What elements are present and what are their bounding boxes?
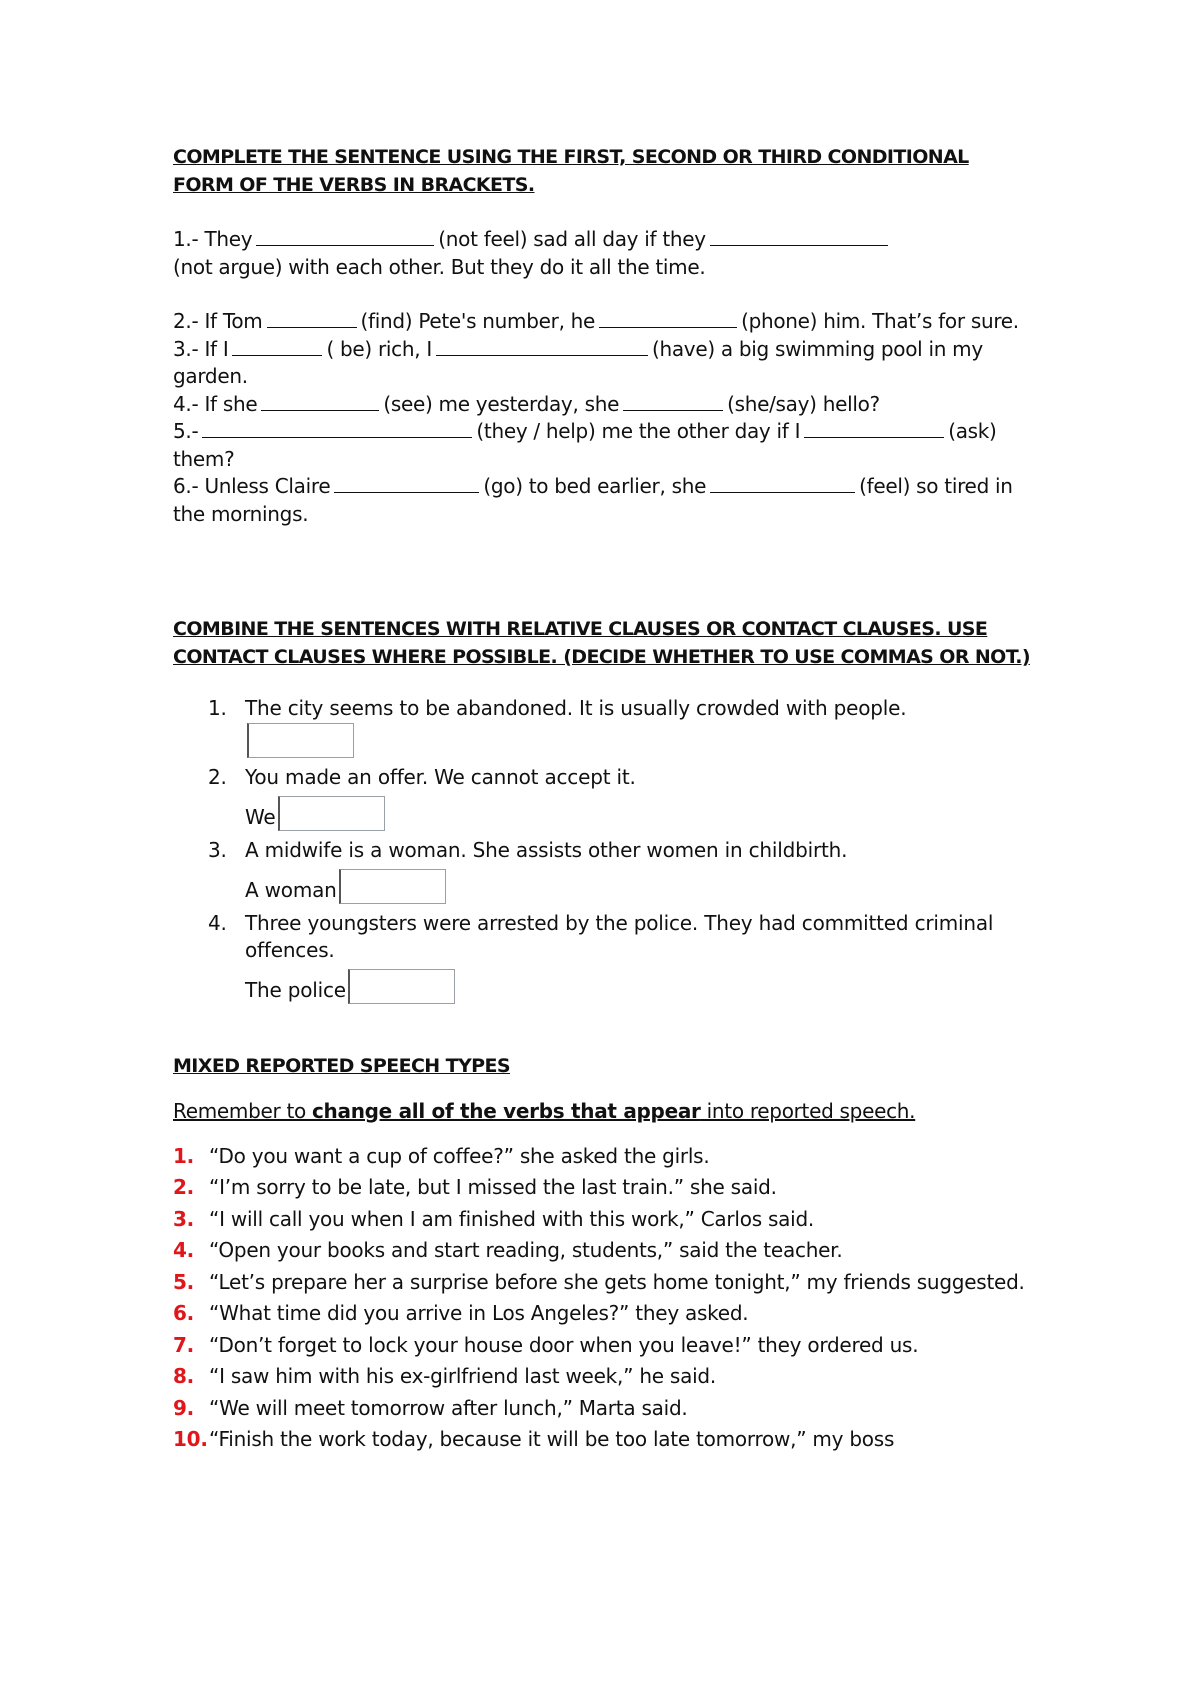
conditional-heading <box>173 143 1043 199</box>
answer-input[interactable] <box>348 969 455 1004</box>
item-number: 1. <box>208 696 227 720</box>
reported-speech-instruction <box>173 1098 1043 1126</box>
q6-blank-2[interactable] <box>710 474 855 493</box>
q3-blank-1[interactable] <box>232 337 322 356</box>
list-item <box>173 1424 1043 1456</box>
item-text: “I saw him with his ex-girlfriend last week,” he said. <box>209 1364 716 1388</box>
relative-clauses-list <box>173 695 1043 1004</box>
item-number: 4. <box>173 1238 195 1262</box>
item-text: “Open your books and start reading, students,” said the teacher. <box>209 1238 843 1262</box>
item-text: “What time did you arrive in Los Angeles?” they asked. <box>209 1301 749 1325</box>
q1-part-c: (not argue) with each other. But they do it all the time. <box>173 254 706 279</box>
worksheet-content <box>173 143 1043 1456</box>
list-item <box>173 1298 1043 1330</box>
item-number: 7. <box>173 1332 195 1357</box>
list-item <box>173 1361 1043 1393</box>
q4-blank-1[interactable] <box>261 392 379 411</box>
item-number: 3. <box>173 1206 195 1231</box>
item-text: “Let’s prepare her a surprise before she gets home tonight,” my friends suggested. <box>209 1269 1025 1294</box>
instruction-text-a: Remember to <box>173 1099 312 1123</box>
list-item <box>173 1172 1043 1204</box>
q2-blank-1[interactable] <box>267 309 357 328</box>
conditional-q4 <box>173 391 1043 419</box>
item-text: “Don’t forget to lock your house door when you leave!” they ordered us. <box>209 1332 919 1357</box>
q3-part-b: ( be) rich, I <box>326 336 432 361</box>
item-text: “Finish the work today, because it will be too late tomorrow,” my boss <box>209 1427 895 1451</box>
q6-part-b: (go) to bed earlier, she <box>483 474 707 498</box>
q1-part-a: 1.- They <box>173 227 253 251</box>
q4-blank-2[interactable] <box>623 392 723 411</box>
reported-speech-heading: MIXED REPORTED SPEECH TYPES <box>173 1055 510 1077</box>
answer-input[interactable] <box>278 796 385 831</box>
q6-part-c: (feel) so tired in the mornings. <box>173 474 1013 526</box>
relative-clauses-heading: COMBINE THE SENTENCES WITH RELATIVE CLAUSES OR CONTACT CLAUSES. USE CONTACT CLAUSES WHERE POSSIBLE. (DECIDE WHETHER TO USE COMMAS OR NOT.) <box>173 618 1030 668</box>
answer-lead: A woman <box>245 878 337 902</box>
list-item <box>173 1204 1043 1236</box>
list-item <box>173 910 1043 1004</box>
item-number: 4. <box>208 911 227 935</box>
item-text: You made an offer. We cannot accept it. <box>245 765 636 789</box>
instruction-bold: change all of the verbs that appear <box>312 1099 701 1123</box>
q1-blank-1[interactable] <box>256 227 434 246</box>
list-item <box>173 1393 1043 1425</box>
q6-blank-1[interactable] <box>334 474 479 493</box>
q4-part-c: (she/say) hello? <box>727 391 880 416</box>
item-number: 1. <box>173 1143 195 1168</box>
q4-part-a: 4.- If she <box>173 391 258 416</box>
list-item <box>173 764 1043 831</box>
q2-part-c: (phone) him. That’s for sure. <box>741 309 1019 333</box>
conditional-q1 <box>173 226 1043 281</box>
item-text: “I will call you when I am finished with this work,” Carlos said. <box>209 1206 814 1231</box>
list-item <box>173 695 1043 758</box>
item-text: “Do you want a cup of coffee?” she asked the girls. <box>209 1143 710 1168</box>
conditional-heading-line1: COMPLETE THE SENTENCE USING THE FIRST, SECOND OR THIRD CONDITIONAL <box>173 146 969 168</box>
item-number: 9. <box>173 1395 195 1420</box>
item-number: 2. <box>208 765 227 789</box>
list-item <box>173 1330 1043 1362</box>
conditional-q6 <box>173 473 1043 528</box>
answer-lead: The police <box>245 978 346 1002</box>
item-text: “I’m sorry to be late, but I missed the last train.” she said. <box>209 1175 777 1199</box>
q1-blank-2[interactable] <box>710 227 888 246</box>
list-item <box>173 1235 1043 1267</box>
item-number: 3. <box>208 838 227 862</box>
q5-part-a: 5.- <box>173 419 199 443</box>
q5-part-c: (ask) them? <box>173 419 997 471</box>
q6-part-a: 6.- Unless Claire <box>173 474 331 498</box>
instruction-text-b: into reported speech. <box>700 1099 916 1123</box>
q1-part-b: (not feel) sad all day if they <box>438 227 706 251</box>
item-number: 10. <box>173 1427 208 1451</box>
q2-blank-2[interactable] <box>599 309 737 328</box>
item-number: 2. <box>173 1175 195 1199</box>
reported-speech-list <box>173 1141 1043 1456</box>
conditional-q2 <box>173 308 1043 336</box>
q5-blank-1[interactable] <box>202 419 472 438</box>
item-text: Three youngsters were arrested by the police. They had committed criminal offences. <box>245 911 994 962</box>
q5-part-b: (they / help) me the other day if I <box>476 419 801 443</box>
list-item <box>173 837 1043 904</box>
item-number: 5. <box>173 1269 195 1294</box>
item-number: 6. <box>173 1301 195 1325</box>
answer-input[interactable] <box>247 723 354 758</box>
conditional-q3 <box>173 336 1043 391</box>
answer-lead: We <box>245 805 276 829</box>
q3-part-c: (have) a big swimming pool in my garden. <box>173 336 983 388</box>
item-text: A midwife is a woman. She assists other women in childbirth. <box>245 838 848 862</box>
q2-part-b: (find) Pete's number, he <box>360 309 596 333</box>
item-number: 8. <box>173 1364 195 1388</box>
conditional-heading-line2: FORM OF THE VERBS IN BRACKETS. <box>173 174 535 196</box>
q3-blank-2[interactable] <box>436 337 648 356</box>
q2-part-a: 2.- If Tom <box>173 309 263 333</box>
item-text: The city seems to be abandoned. It is usually crowded with people. <box>245 696 907 720</box>
list-item <box>173 1141 1043 1173</box>
q3-part-a: 3.- If I <box>173 336 229 361</box>
item-text: “We will meet tomorrow after lunch,” Marta said. <box>209 1395 688 1420</box>
answer-input[interactable] <box>339 869 446 904</box>
conditional-q5 <box>173 418 1043 473</box>
q4-part-b: (see) me yesterday, she <box>383 391 620 416</box>
list-item <box>173 1267 1043 1299</box>
q5-blank-2[interactable] <box>804 419 944 438</box>
